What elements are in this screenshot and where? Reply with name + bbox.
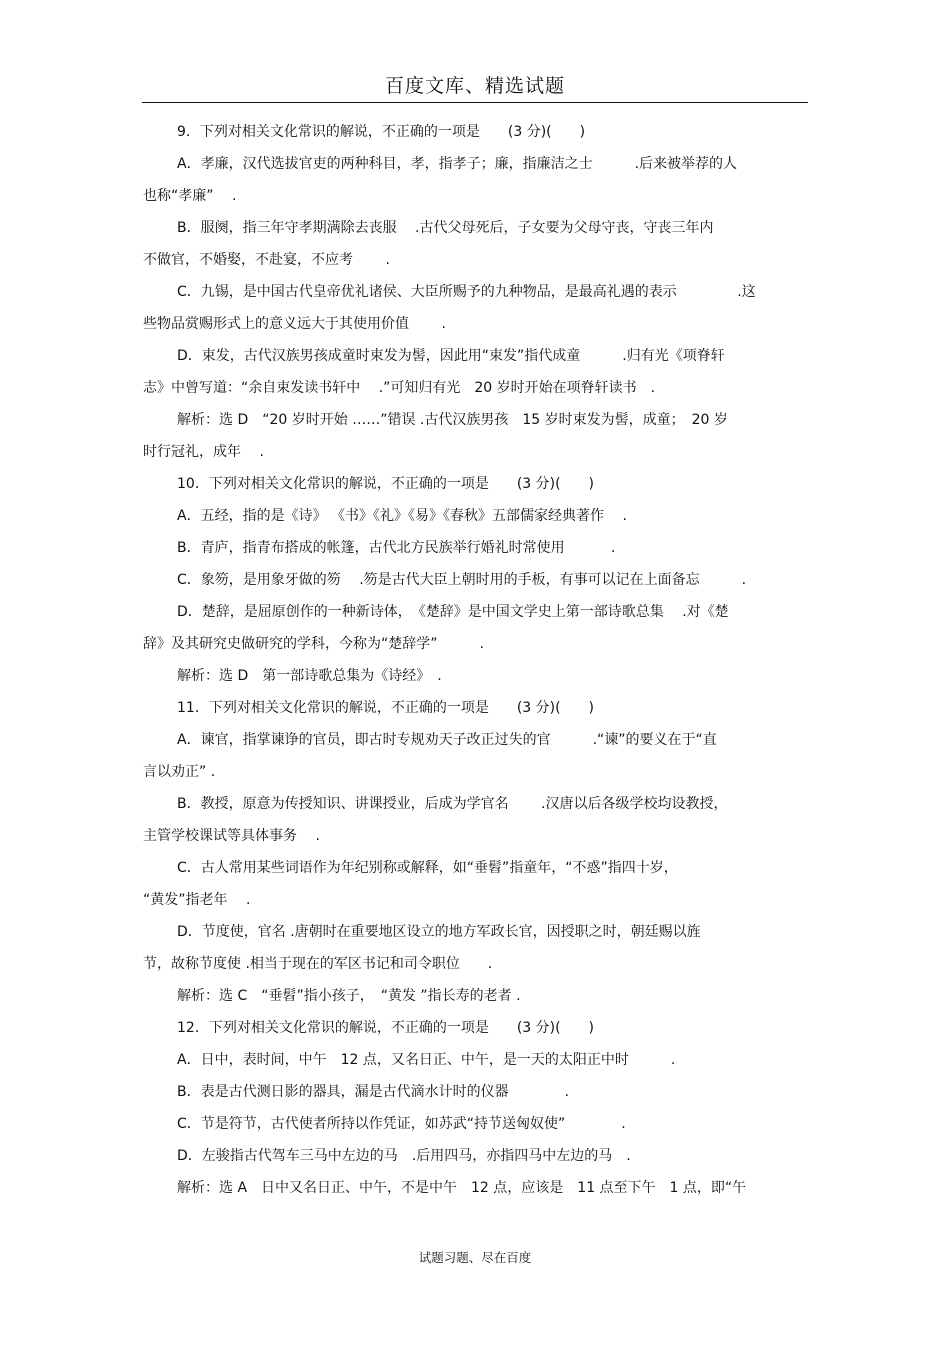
text-line: 节，故称节度使 .相当于现在的军区书记和司令职位 . xyxy=(143,956,493,972)
text-line: 10．下列对相关文化常识的解说，不正确的一项是 (3 分)( ) xyxy=(177,476,595,492)
text-line: A．谏官，指掌谏诤的官员，即古时专规劝天子改正过失的官 .“谏”的要义在于“直 xyxy=(177,732,717,748)
text-line: C．象笏，是用象牙做的笏 .笏是古代大臣上朝时用的手板，有事可以记在上面备忘 . xyxy=(177,572,747,588)
text-line: 不做官，不婚娶，不赴宴，不应考 . xyxy=(143,252,390,268)
text-line: D．束发，古代汉族男孩成童时束发为髻，因此用“束发”指代成童 .归有光《项脊轩 xyxy=(177,348,725,364)
text-line: 辞》及其研究史做研究的学科，今称为“楚辞学” . xyxy=(143,636,484,652)
text-line: C．古人常用某些词语作为年纪别称或解释，如“垂髫”指童年，“不惑”指四十岁， xyxy=(177,860,678,876)
document-body xyxy=(143,116,808,1204)
text-line: 解析：选 C “垂髫”指小孩子， “黄发 ”指长寿的老者 . xyxy=(177,988,521,1004)
text-line: 些物品赏赐形式上的意义远大于其使用价值 . xyxy=(143,316,446,332)
text-line: A．五经，指的是《诗》 《书》《礼》《易》《春秋》五部儒家经典著作 . xyxy=(177,508,627,524)
page-header xyxy=(142,72,808,103)
text-line: 志》中曾写道：“余自束发读书轩中 .”可知归有光 20 岁时开始在项脊轩读书 . xyxy=(143,380,656,396)
text-line: 主管学校课试等具体事务 . xyxy=(143,828,320,844)
text-line: D．左骏指古代驾车三马中左边的马 .后用四马，亦指四马中左边的马 . xyxy=(177,1148,631,1164)
text-line: A．日中，表时间，中午 12 点，又名日正、中午，是一天的太阳正中时 . xyxy=(177,1052,676,1068)
text-line: 解析：选 D 第一部诗歌总集为《诗经》 . xyxy=(177,668,442,684)
page-footer: 试题习题、尽在百度 xyxy=(418,1250,532,1265)
text-line: C．节是符节，古代使者所持以作凭证，如苏武“持节送匈奴使” . xyxy=(177,1116,626,1132)
text-line: 言以劝正” . xyxy=(143,764,216,780)
text-line: B．表是古代测日影的器具，漏是古代滴水计时的仪器 . xyxy=(177,1084,570,1100)
header-title: 百度文库、精选试题 xyxy=(384,75,565,97)
text-line: C．九锡，是中国古代皇帝优礼诸侯、大臣所赐予的九种物品，是最高礼遇的表示 .这 xyxy=(177,284,756,300)
text-line: D．楚辞，是屈原创作的一种新诗体， 《楚辞》是中国文学史上第一部诗歌总集 .对《楚 xyxy=(177,604,729,620)
text-line: D．节度使，官名 .唐朝时在重要地区设立的地方军政长官，因授职之时，朝廷赐以旌 xyxy=(177,924,701,940)
text-line: 解析：选 A 日中又名日正、中午，不是中午 12 点，应该是 11 点至下午 1 点，即“午 xyxy=(177,1180,747,1196)
text-line: 9．下列对相关文化常识的解说，不正确的一项是 (3 分)( ) xyxy=(177,124,586,140)
text-line: B．青庐，指青布搭成的帐篷，古代北方民族举行婚礼时常使用 . xyxy=(177,540,616,556)
text-line: “黄发”指老年 . xyxy=(143,892,251,908)
text-line: B．教授，原意为传授知识、讲课授业，后成为学官名 .汉唐以后各级学校均设教授， xyxy=(177,796,728,812)
text-line: 12．下列对相关文化常识的解说，不正确的一项是 (3 分)( ) xyxy=(177,1020,595,1036)
text-line: 解析：选 D “20 岁时开始 ……”错误 .古代汉族男孩 15 岁时束发为髻，成童； 20 岁 xyxy=(177,412,728,428)
text-line: B．服阕，指三年守孝期满除去丧服 .古代父母死后，子女要为父母守丧，守丧三年内 xyxy=(177,220,714,236)
text-line: 11．下列对相关文化常识的解说，不正确的一项是 (3 分)( ) xyxy=(177,700,595,716)
text-line: 时行冠礼，成年 . xyxy=(143,444,264,460)
text-line: A．孝廉，汉代选拔官吏的两种科目，孝，指孝子；廉，指廉洁之士 .后来被举荐的人 xyxy=(177,156,738,172)
text-line: 也称“孝廉” . xyxy=(143,188,237,204)
